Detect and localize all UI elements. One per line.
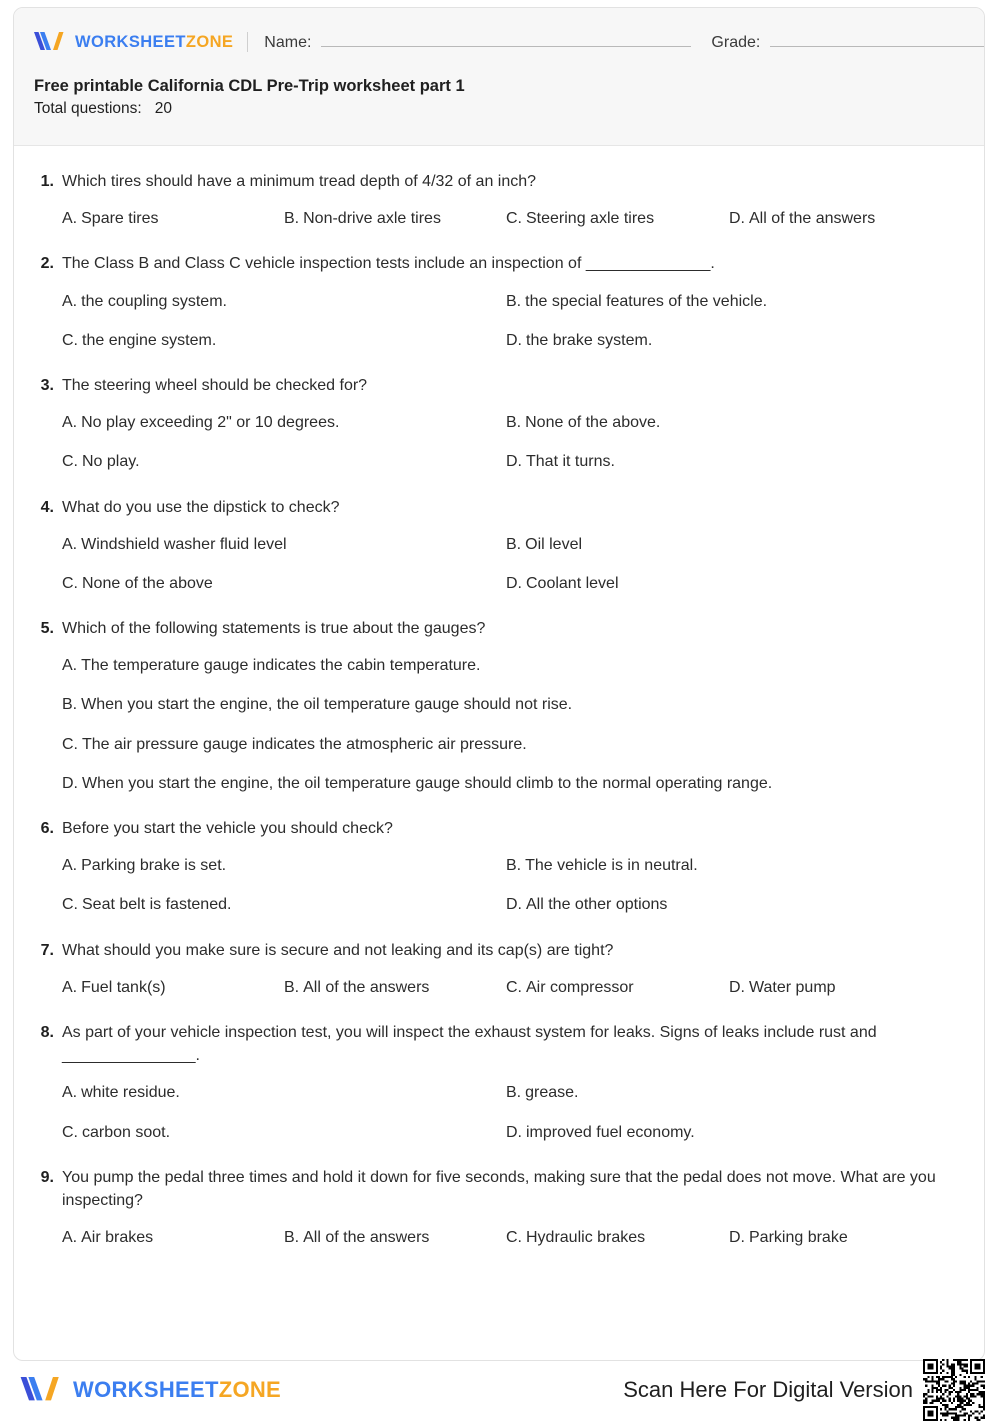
answer-option-letter: C. [62, 896, 78, 914]
grade-field-label: Grade: [711, 34, 761, 51]
answer-options [62, 290, 962, 352]
answer-option[interactable] [506, 1081, 962, 1104]
answer-option-letter: B. [506, 857, 522, 875]
answer-option-text: Fuel tank(s) [81, 978, 166, 996]
answer-option-text: No play exceeding 2" or 10 degrees. [81, 414, 340, 432]
brand-logo-text [75, 34, 233, 51]
answer-option[interactable] [62, 533, 506, 556]
answer-option-letter: D. [729, 978, 745, 996]
answer-option-letter: B. [506, 414, 522, 432]
answer-option[interactable] [62, 207, 284, 230]
answer-option-text: Air brakes [81, 1229, 154, 1247]
answer-option[interactable] [62, 1081, 506, 1104]
question-text: Which tires should have a minimum tread depth of 4/32 of an inch? [62, 173, 537, 190]
answer-option-letter: C. [62, 574, 78, 592]
answer-option-text: When you start the engine, the oil temperature gauge should climb to the normal operating range. [82, 774, 773, 792]
answer-options [62, 854, 962, 916]
answer-option[interactable] [62, 290, 506, 313]
answer-option[interactable] [62, 854, 506, 877]
question-text: Before you start the vehicle you should check? [62, 820, 393, 837]
answer-option-letter: A. [62, 292, 78, 310]
brand-name-primary: WORKSHEET [75, 32, 186, 51]
answer-option-text: No play. [82, 453, 140, 471]
question-body [62, 170, 962, 230]
answer-option[interactable] [62, 772, 962, 795]
answer-option-letter: D. [506, 1123, 522, 1141]
answer-option-letter: C. [62, 453, 78, 471]
answer-option-letter: D. [62, 774, 78, 792]
answer-option[interactable] [506, 207, 729, 230]
answer-option[interactable] [506, 976, 729, 999]
answer-option[interactable] [62, 693, 962, 716]
answer-option-text: All the other options [526, 896, 668, 914]
question-text: What do you use the dipstick to check? [62, 498, 340, 516]
grade-field-input-line[interactable] [770, 32, 985, 47]
answer-option-text: Water pump [749, 978, 836, 996]
question-item [36, 374, 962, 474]
question-item [36, 252, 962, 352]
answer-option-letter: A. [62, 657, 78, 675]
answer-option-text: Spare tires [81, 210, 159, 228]
answer-option-text: the coupling system. [81, 292, 227, 310]
answer-option[interactable] [506, 450, 962, 473]
qr-code[interactable] [923, 1359, 985, 1421]
answer-option-letter: C. [506, 1229, 522, 1247]
question-body [62, 617, 962, 795]
question-body [62, 939, 962, 999]
answer-option-letter: C. [62, 331, 78, 349]
answer-option-text: None of the above. [525, 414, 661, 432]
question-number: 2. [40, 255, 54, 273]
answer-option-text: the special features of the vehicle. [525, 292, 768, 310]
questions-list [14, 146, 984, 1281]
answer-option-letter: A. [62, 978, 78, 996]
answer-option[interactable] [62, 654, 962, 677]
header-top-row [32, 25, 966, 59]
answer-options [62, 533, 962, 595]
footer-brand-name-primary: WORKSHEET [73, 1377, 219, 1402]
answer-option-letter: D. [729, 210, 745, 228]
worksheet-card [13, 7, 985, 1361]
answer-option[interactable] [729, 1226, 962, 1249]
question-body [62, 817, 962, 917]
name-field-label: Name: [264, 34, 312, 51]
answer-option-text: Parking brake is set. [81, 857, 227, 875]
answer-option-text: When you start the engine, the oil temperature gauge should not rise. [81, 696, 573, 714]
worksheet-title: Free printable California CDL Pre-Trip worksheet part 1 [34, 77, 465, 95]
question-number: 6. [40, 820, 54, 837]
question-item [36, 939, 962, 999]
answer-option-text: None of the above [82, 574, 213, 592]
answer-option[interactable] [729, 976, 962, 999]
answer-option-letter: A. [62, 1084, 78, 1102]
question-item [36, 617, 962, 795]
answer-option[interactable] [62, 329, 506, 352]
answer-option[interactable] [62, 450, 506, 473]
answer-option-text: Air compressor [526, 978, 634, 996]
answer-option-letter: B. [506, 1084, 522, 1102]
question-number: 3. [40, 376, 54, 394]
answer-option-text: the brake system. [526, 331, 653, 349]
answer-option-letter: A. [62, 535, 78, 553]
answer-option-text: The temperature gauge indicates the cabin temperature. [81, 657, 481, 675]
answer-option[interactable] [506, 290, 962, 313]
name-field-input-line[interactable] [321, 32, 691, 47]
answer-option-text: All of the answers [749, 210, 876, 228]
answer-option[interactable] [62, 1226, 284, 1249]
footer-brand-logo [13, 1374, 281, 1406]
answer-option-letter: D. [506, 896, 522, 914]
answer-option-letter: B. [284, 978, 300, 996]
name-field [264, 32, 691, 52]
answer-option-letter: A. [62, 414, 78, 432]
answer-option-text: Coolant level [526, 574, 619, 592]
answer-option[interactable] [62, 411, 506, 434]
answer-option-letter: B. [284, 210, 300, 228]
answer-option-text: Non-drive axle tires [303, 210, 441, 228]
answer-option[interactable] [62, 572, 506, 595]
answer-option-letter: C. [62, 1123, 78, 1141]
answer-option[interactable] [506, 1226, 729, 1249]
answer-option-text: Steering axle tires [526, 210, 655, 228]
answer-options [62, 1081, 962, 1143]
answer-option[interactable] [506, 533, 962, 556]
total-questions-row [34, 97, 966, 120]
answer-option-text: The air pressure gauge indicates the atmospheric air pressure. [82, 735, 527, 753]
question-number: 9. [40, 1168, 54, 1186]
answer-options [62, 411, 962, 473]
answer-option[interactable] [284, 1226, 506, 1249]
brand-logo [32, 30, 233, 54]
answer-option-text: All of the answers [303, 1229, 430, 1247]
question-item [36, 1166, 962, 1250]
worksheetzone-logo-icon [32, 30, 66, 54]
answer-option[interactable] [62, 733, 962, 756]
answer-option-text: Hydraulic brakes [526, 1229, 646, 1247]
question-body [62, 252, 962, 352]
answer-option-text: Seat belt is fastened. [82, 896, 232, 914]
answer-option-text: the engine system. [82, 331, 217, 349]
answer-option-letter: C. [506, 210, 522, 228]
answer-option-letter: B. [284, 1229, 300, 1247]
question-text: As part of your vehicle inspection test, you will inspect the exhaust system for leaks. Signs of leaks include rust and _______________. [62, 1023, 877, 1065]
answer-option[interactable] [506, 329, 962, 352]
question-body [62, 374, 962, 474]
answer-option-letter: B. [506, 292, 522, 310]
answer-option[interactable] [506, 1121, 962, 1144]
answer-option-letter: C. [506, 978, 522, 996]
answer-option-text: carbon soot. [82, 1123, 171, 1141]
answer-option[interactable] [62, 976, 284, 999]
question-number: 8. [40, 1023, 54, 1041]
answer-option[interactable] [62, 1121, 506, 1144]
answer-option[interactable] [284, 976, 506, 999]
answer-option-text: improved fuel economy. [526, 1123, 695, 1141]
answer-option-text: All of the answers [303, 978, 430, 996]
answer-options [62, 1226, 962, 1249]
answer-options [62, 207, 962, 230]
answer-option-text: Parking brake [749, 1229, 848, 1247]
grade-field [711, 32, 985, 52]
worksheet-header [14, 8, 984, 146]
answer-options [62, 976, 962, 999]
question-number: 5. [40, 620, 54, 638]
answer-option[interactable] [62, 893, 506, 916]
answer-option-text: white residue. [81, 1084, 180, 1102]
answer-option-letter: D. [729, 1229, 745, 1247]
answer-option-letter: B. [62, 696, 78, 714]
answer-option-text: Oil level [525, 535, 583, 553]
scan-section [623, 1359, 985, 1421]
answer-option-letter: A. [62, 1229, 78, 1247]
answer-option-letter: D. [506, 453, 522, 471]
question-text: Which of the following statements is true about the gauges? [62, 620, 486, 638]
answer-option-letter: C. [62, 735, 78, 753]
answer-option-text: grease. [525, 1084, 579, 1102]
question-text: You pump the pedal three times and hold it down for five seconds, making sure that the pedal does not move. What are you inspecting? [62, 1168, 936, 1209]
question-number: 1. [40, 173, 54, 190]
question-body [62, 496, 962, 596]
answer-option-letter: A. [62, 210, 78, 228]
question-item [36, 817, 962, 917]
question-item [36, 496, 962, 596]
footer-brand-logo-text [73, 1379, 281, 1401]
answer-option[interactable] [506, 572, 962, 595]
answer-option-letter: D. [506, 331, 522, 349]
page-footer [13, 1366, 985, 1414]
question-text: The Class B and Class C vehicle inspection tests include an inspection of ______________. [62, 255, 715, 273]
question-text: The steering wheel should be checked for? [62, 376, 368, 394]
question-body [62, 1021, 962, 1144]
answer-option-letter: A. [62, 857, 78, 875]
brand-name-secondary: ZONE [185, 32, 234, 51]
answer-option-text: The vehicle is in neutral. [525, 857, 698, 875]
answer-option-letter: B. [506, 535, 522, 553]
answer-option[interactable] [284, 207, 506, 230]
header-divider [247, 32, 248, 52]
question-body [62, 1166, 962, 1250]
worksheetzone-logo-icon [18, 1374, 62, 1406]
answer-option-text: That it turns. [526, 453, 615, 471]
answer-option-letter: D. [506, 574, 522, 592]
scan-instruction-text: Scan Here For Digital Version [623, 1377, 913, 1402]
worksheet-title-block [32, 75, 966, 121]
answer-option[interactable] [506, 893, 962, 916]
answer-options [62, 654, 962, 795]
question-number: 4. [40, 498, 54, 516]
question-text: What should you make sure is secure and not leaking and its cap(s) are tight? [62, 941, 614, 959]
question-item [36, 170, 962, 230]
question-item [36, 1021, 962, 1144]
answer-option[interactable] [506, 411, 962, 434]
question-number: 7. [40, 941, 54, 959]
total-questions-label: Total questions: [34, 100, 142, 118]
footer-brand-name-secondary: ZONE [218, 1377, 282, 1402]
answer-option[interactable] [729, 207, 962, 230]
answer-option[interactable] [506, 854, 962, 877]
answer-option-text: Windshield washer fluid level [81, 535, 287, 553]
total-questions-value: 20 [154, 100, 172, 118]
